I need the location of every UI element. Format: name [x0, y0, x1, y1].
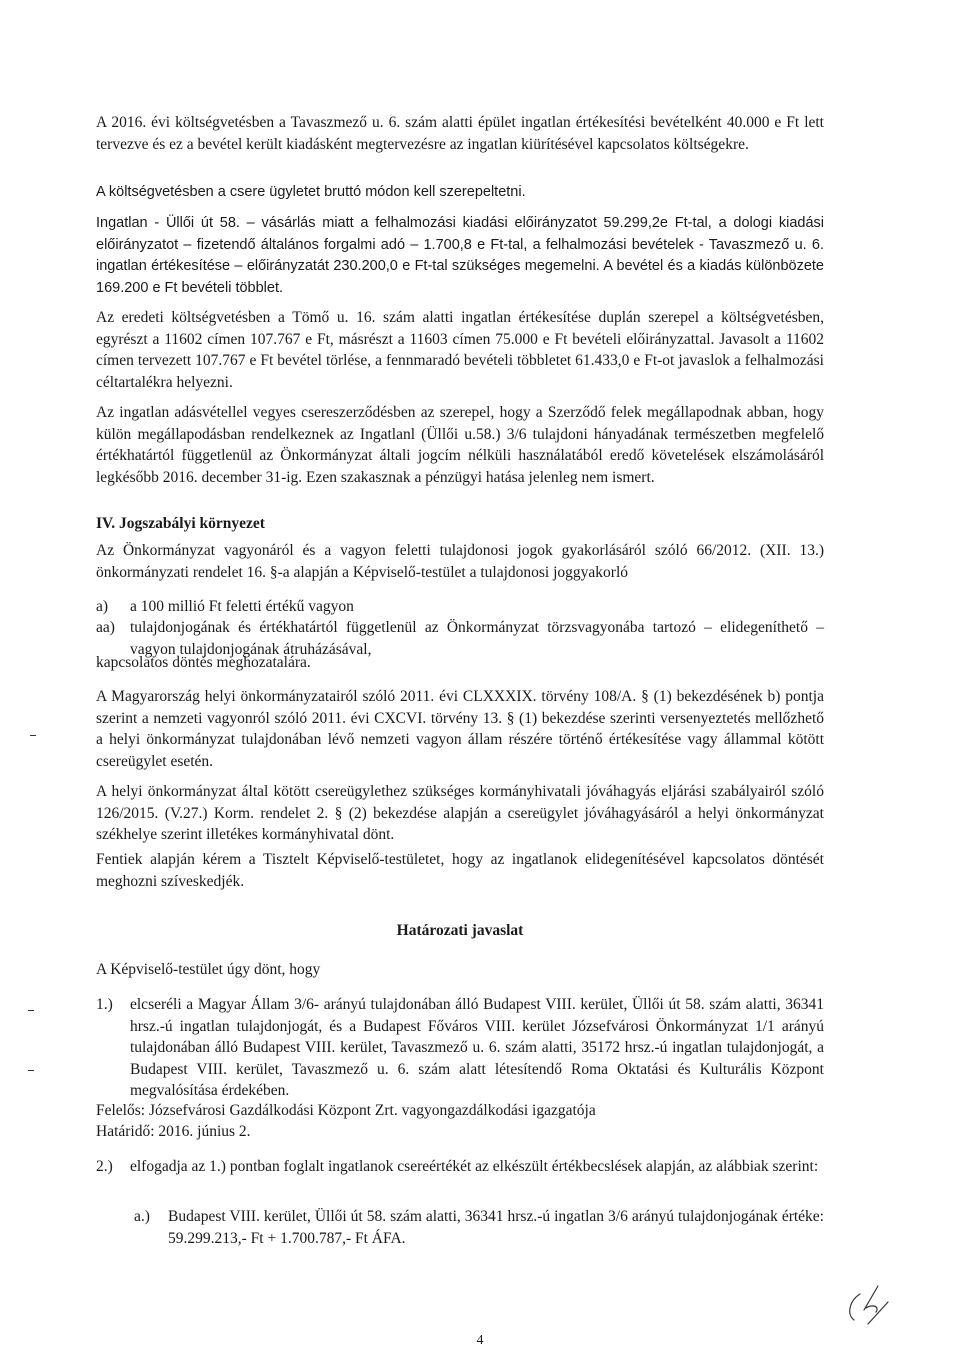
resolution-item-1: [96, 994, 824, 1102]
paragraph-ulloi-purchase: Ingatlan - Üllői út 58. – vásárlás miatt a felhalmozási kiadási előirányzatot 59.299,2e Ft-tal, a dologi kiadási előirányzatot – fizetendő általános forgalmi adó – 1.700,8 e Ft-tal, a felhalmozási bevételek - Tavaszmező u. 6. ingatlan értékesítése – előirányzatát 230.200,0 e Ft-tal szükséges megemelni. A bevétel és a kiadás különbözete 169.200 e Ft bevételi többlet.: [96, 215, 824, 296]
paragraph-local-gov-act: A Magyarország helyi önkormányzatairól szóló 2011. évi CLXXXIX. törvény 108/A. § (1) bekezdésének b) pontja szerint a nemzeti vagyonról szóló 2011. évi CXCVI. törvény 13. § (1) bekezdése szerinti versenyeztetés mellőzhető a helyi önkormányzat tulajdonában lévő nemzeti vagyon állam részére történő értékesítése vagy állammal kötött csereügylet esetén.: [96, 688, 824, 770]
list-label: a): [96, 598, 109, 615]
item-text: elcseréli a Magyar Állam 3/6- arányú tulajdonában álló Budapest VIII. kerület, Üllői út 58. szám alatti, 36341 hrsz.-ú ingatlan tulajdonjogát, és a Budapest Főváros VIII. kerület Józsefvárosi Önkormányzat 1/1 arányú tulajdonában álló Budapest VIII. kerület, Tavaszmező u. 6. szám alatti, 35172 hrsz.-ú ingatlan tulajdonjogát, a Budapest VIII. kerület, Tavaszmező u. 6. szám alatt létesítendő Roma Oktatási és Kulturális Központ megvalósítása érdekében.: [130, 996, 824, 1099]
paragraph-budget-2016: A 2016. évi költségvetésben a Tavaszmező u. 6. szám alatti épület ingatlan értékesítési bevételként 40.000 e Ft lett tervezve és ez a bevétel került kiadásként megtervezésre az ingatlan kiürítésével kapcsolatos költségekre.: [96, 114, 824, 153]
paragraph-tomo-sale: Az eredeti költségvetésben a Tömő u. 16. szám alatti ingatlan értékesítése duplán szerepel a költségvetésben, egyrészt a 11602 címen 107.767 e Ft, másrészt a 11603 címen 75.000 e Ft bevételi előirányzattal. Javasolt a 11602 címen tervezett 107.767 e Ft bevétel törlése, a fennmaradó bevételi többletet 61.433,0 e Ft-ot javaslok a felhalmozási céltartalékra helyezni.: [96, 309, 824, 391]
resolution-item-2: [96, 1156, 824, 1178]
scan-mark: [28, 1070, 34, 1071]
signature-initials: [838, 1280, 898, 1328]
paragraph-decision: kapcsolatos döntés meghozatalára.: [96, 654, 311, 671]
item-text: elfogadja az 1.) pontban foglalt ingatlanok csereértékét az elkészült értékbecslések alapján, az alábbiak szerint:: [130, 1158, 819, 1175]
paragraph-gross-method: A költségvetésben a csere ügyletet bruttó módon kell szerepeltetni.: [96, 184, 526, 200]
paragraph-gov-approval: A helyi önkormányzat által kötött csereügylethez szükséges kormányhivatali jóváhagyás eljárási szabályairól szóló 126/2015. (V.27.) Korm. rendelet 2. § (2) bekezdése alapján a csereügylet jóváhagyásáról a helyi önkormányzat székhelye szerint illetékes kormányhivatal dönt.: [96, 783, 824, 843]
item-text: Budapest VIII. kerület, Üllői út 58. szám alatti, 36341 hrsz.-ú ingatlan 3/6 arányú tulajdonjogának értéke: 59.299.213,- Ft + 1.700.787,- Ft ÁFA.: [168, 1208, 824, 1247]
page-number: 4: [476, 1333, 484, 1348]
paragraph-asset-regulation: Az Önkormányzat vagyonáról és a vagyon feletti tulajdonosi jogok gyakorlásáról szóló 66/2012. (XII. 13.) önkormányzati rendelet 16. §-a alapján a Képviselő-testület a tulajdonosi joggyakorló: [96, 542, 824, 581]
list-label: aa): [96, 619, 115, 636]
responsible-line: Felelős: Józsefvárosi Gazdálkodási Központ Zrt. vagyongazdálkodási igazgatója: [96, 1102, 596, 1119]
scan-mark: [30, 735, 36, 736]
section-title: Jogszabályi környezet: [118, 515, 265, 532]
paragraph-exchange-contract: Az ingatlan adásvétellel vegyes csereszerződésben az szerepel, hogy a Szerződő felek megállapodnak abban, hogy külön megállapodásban rendelkeznek az Ingatlanl (Üllői u.58.) 3/6 tulajdoni hányadának természetben megfelelő értékhatártól függetlenül az Önkormányzat általi jogcím nélküli használatából eredő követelések elszámolásáról legkésőbb 2016. december 31-ig. Ezen szakasznak a pénzügyi hatása jelenleg nem ismert.: [96, 404, 824, 486]
section-heading: [96, 513, 824, 535]
deadline-line: Határidő: 2016. június 2.: [96, 1123, 251, 1140]
paragraph-request: Fentiek alapján kérem a Tisztelt Képviselő-testületet, hogy az ingatlanok elidegenítésével kapcsolatos döntését meghozni szíveskedjék.: [96, 851, 824, 890]
item-label: 1.): [96, 996, 113, 1013]
resolution-title: Határozati javaslat: [396, 922, 524, 939]
paragraph-assembly-decides: A Képviselő-testület úgy dönt, hogy: [96, 961, 321, 978]
scan-mark: [28, 1010, 34, 1011]
section-number: IV.: [96, 515, 116, 532]
resolution-item-2a: [134, 1206, 824, 1249]
list-text: a 100 millió Ft feletti értékű vagyon: [130, 598, 354, 615]
item-label: a.): [134, 1208, 150, 1225]
item-label: 2.): [96, 1158, 113, 1175]
list-text: tulajdonjogának és értékhatártól függetlenül az Önkormányzat törzsvagyonába tartozó – elidegeníthető – vagyon tulajdonjogának átruházásával,: [130, 619, 824, 658]
list-item-a: [96, 596, 824, 618]
